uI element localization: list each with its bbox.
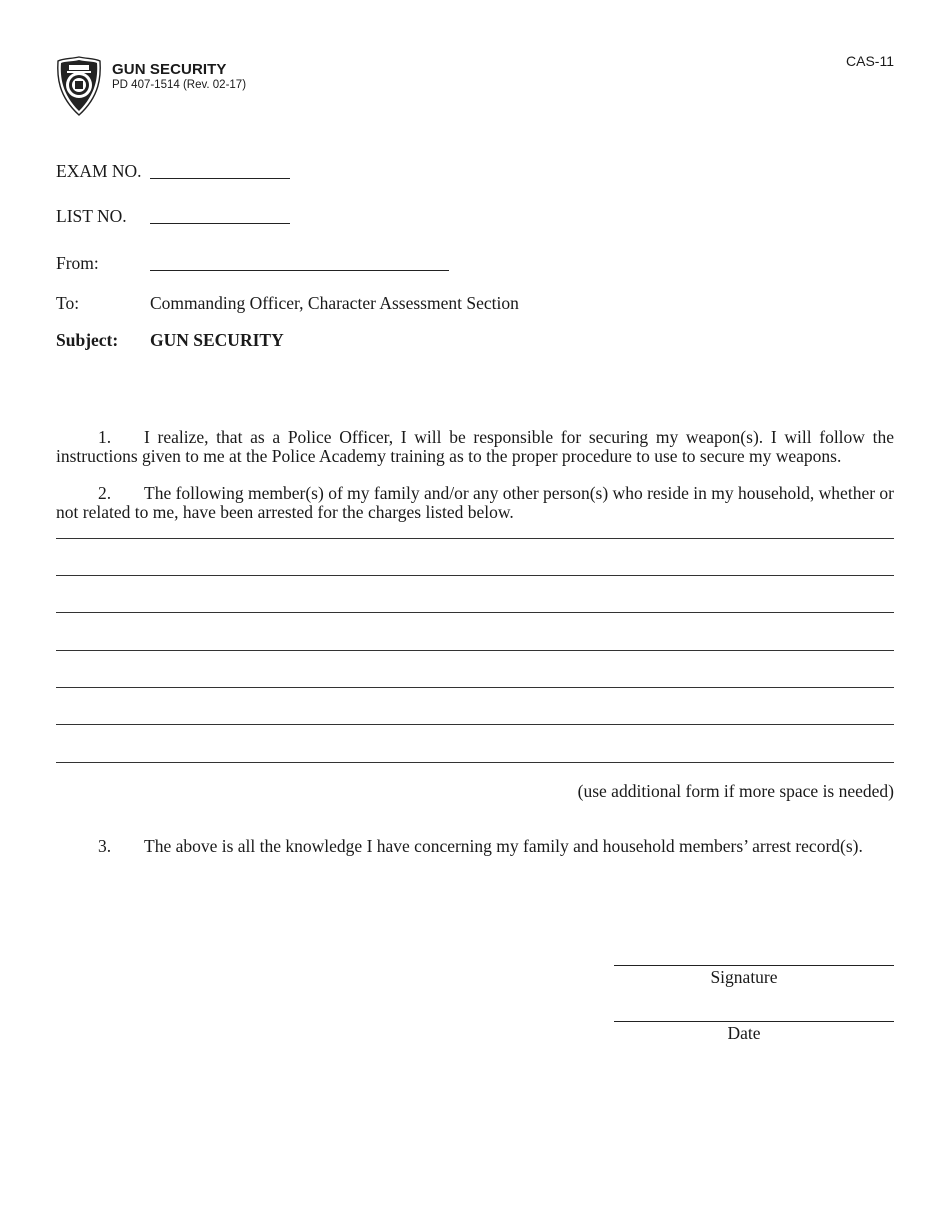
exam-number-field[interactable]: [150, 178, 290, 179]
paragraph-1: [56, 428, 894, 465]
charges-entry-line[interactable]: [56, 612, 894, 613]
from-field[interactable]: [150, 270, 449, 271]
paragraph-2-text: The following member(s) of my family and/or any other person(s) who reside in my household, whether or not related to me, have been arrested for the charges listed below.: [56, 483, 894, 522]
charges-entry-line[interactable]: [56, 575, 894, 576]
signature-field[interactable]: [614, 965, 894, 966]
signature-label: Signature: [710, 967, 778, 987]
police-badge-logo: [55, 56, 103, 116]
charges-entry-line[interactable]: [56, 650, 894, 651]
paragraph-3-text: The above is all the knowledge I have concerning my family and household members’ arrest record(s).: [144, 836, 863, 856]
charges-entry-line[interactable]: [56, 687, 894, 688]
list-number-field[interactable]: [150, 223, 290, 224]
list-label: LIST NO.: [56, 206, 127, 226]
paragraph-2-number: 2.: [98, 483, 112, 503]
paragraph-1-text: I realize, that as a Police Officer, I will be responsible for securing my weapon(s). I will follow the instructions given to me at the Police Academy training as to the proper procedure to use to secure my weapons.: [56, 427, 894, 466]
form-number: PD 407-1514 (Rev. 02-17): [112, 79, 247, 91]
charges-entry-line[interactable]: [56, 724, 894, 725]
additional-form-note: (use additional form if more space is needed): [577, 781, 894, 801]
paragraph-3: [98, 837, 868, 856]
paragraph-1-number: 1.: [98, 427, 112, 447]
form-id: CAS-11: [846, 53, 894, 69]
subject-value: GUN SECURITY: [150, 330, 284, 350]
paragraph-2: [56, 484, 894, 521]
form-title: GUN SECURITY: [112, 61, 227, 78]
charges-entry-line[interactable]: [56, 762, 894, 763]
date-label: Date: [727, 1023, 761, 1043]
charges-entry-line[interactable]: [56, 538, 894, 539]
subject-label: Subject:: [56, 330, 119, 350]
from-label: From:: [56, 253, 99, 273]
to-value: Commanding Officer, Character Assessment Section: [150, 293, 519, 313]
to-label: To:: [56, 293, 80, 313]
paragraph-3-number: 3.: [98, 836, 112, 856]
date-field[interactable]: [614, 1021, 894, 1022]
exam-label: EXAM NO.: [56, 161, 142, 181]
